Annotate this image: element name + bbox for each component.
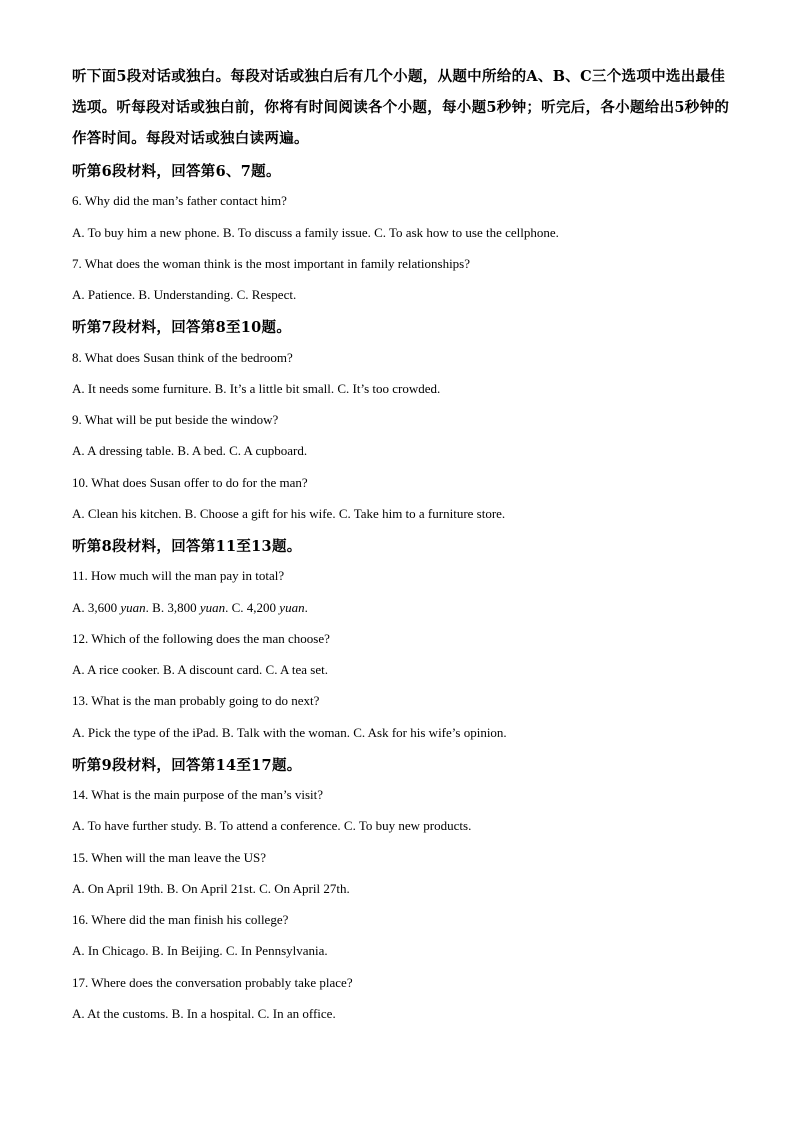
section-header: 听第8段材料，回答第11至13题。 xyxy=(72,538,302,555)
section-header: 听第9段材料，回答第14至17题。 xyxy=(72,756,302,774)
question-text: 6. Why did the man’s father contact him? xyxy=(72,193,287,209)
question-text: 11. How much will the man pay in total? xyxy=(72,568,285,584)
question-text: 7. What does the woman think is the most important in family relationships? xyxy=(72,255,471,271)
answer-options: A. To have further study. B. To attend a conference. C. To buy new products. xyxy=(72,818,472,834)
question-text: 14. What is the main purpose of the man’s visit? xyxy=(72,787,324,802)
question-text: 17. Where does the conversation probably take place? xyxy=(72,974,353,990)
answer-options: A. Pick the type of the iPad. B. Talk with the woman. C. Ask for his wife’s opinion. xyxy=(72,724,507,740)
question-text: 13. What is the man probably going to do next? xyxy=(72,693,320,709)
question-text: 9. What will be put beside the window? xyxy=(72,412,279,427)
currency-unit: yuan xyxy=(279,599,305,615)
option-fragment: . B. 3,800 xyxy=(145,599,200,615)
question-text: 10. What does Susan offer to do for the man? xyxy=(72,474,308,490)
currency-unit: yuan xyxy=(120,599,146,615)
section-header: 听第6段材料，回答第6、7题。 xyxy=(72,163,281,180)
answer-options: A. In Chicago. B. In Beijing. C. In Pennsylvania. xyxy=(72,943,328,959)
answer-options: A. To buy him a new phone. B. To discuss a family issue. C. To ask how to use the cellphone. xyxy=(72,224,559,240)
answer-options: A. Patience. B. Understanding. C. Respect. xyxy=(72,287,297,302)
question-text: 15. When will the man leave the US? xyxy=(72,849,266,865)
option-fragment: . C. 4,200 xyxy=(225,599,280,615)
answer-options xyxy=(72,600,308,616)
answer-options: A. Clean his kitchen. B. Choose a gift for his wife. C. Take him to a furniture store. xyxy=(72,505,506,521)
option-fragment: A. 3,600 xyxy=(72,599,121,615)
answer-options: A. It needs some furniture. B. It’s a little bit small. C. It’s too crowded. xyxy=(72,380,441,396)
answer-options: A. A rice cooker. B. A discount card. C. A tea set. xyxy=(72,662,328,677)
question-text: 8. What does Susan think of the bedroom? xyxy=(72,349,293,365)
option-fragment: . xyxy=(304,599,308,615)
answer-options: A. On April 19th. B. On April 21st. C. On April 27th. xyxy=(72,880,350,896)
question-text: 12. Which of the following does the man choose? xyxy=(72,630,330,646)
answer-options: A. A dressing table. B. A bed. C. A cupboard. xyxy=(72,443,308,459)
section-header: 听第7段材料，回答第8至10题。 xyxy=(72,319,292,337)
currency-unit: yuan xyxy=(199,599,226,615)
answer-options: A. At the customs. B. In a hospital. C. In an office. xyxy=(72,1005,336,1021)
question-text: 16. Where did the man finish his college? xyxy=(72,912,289,927)
instructions-paragraph: 听下面5段对话或独白。每段对话或独白后有几个小题，从题中所给的A、B、C三个选项中选出最佳选项。听每段对话或独白前，你将有时间阅读各个小题，每小题5秒钟；听完后，各小题给出5秒钟的作答时间。每段对话或独白读两遍。 xyxy=(72,68,730,147)
